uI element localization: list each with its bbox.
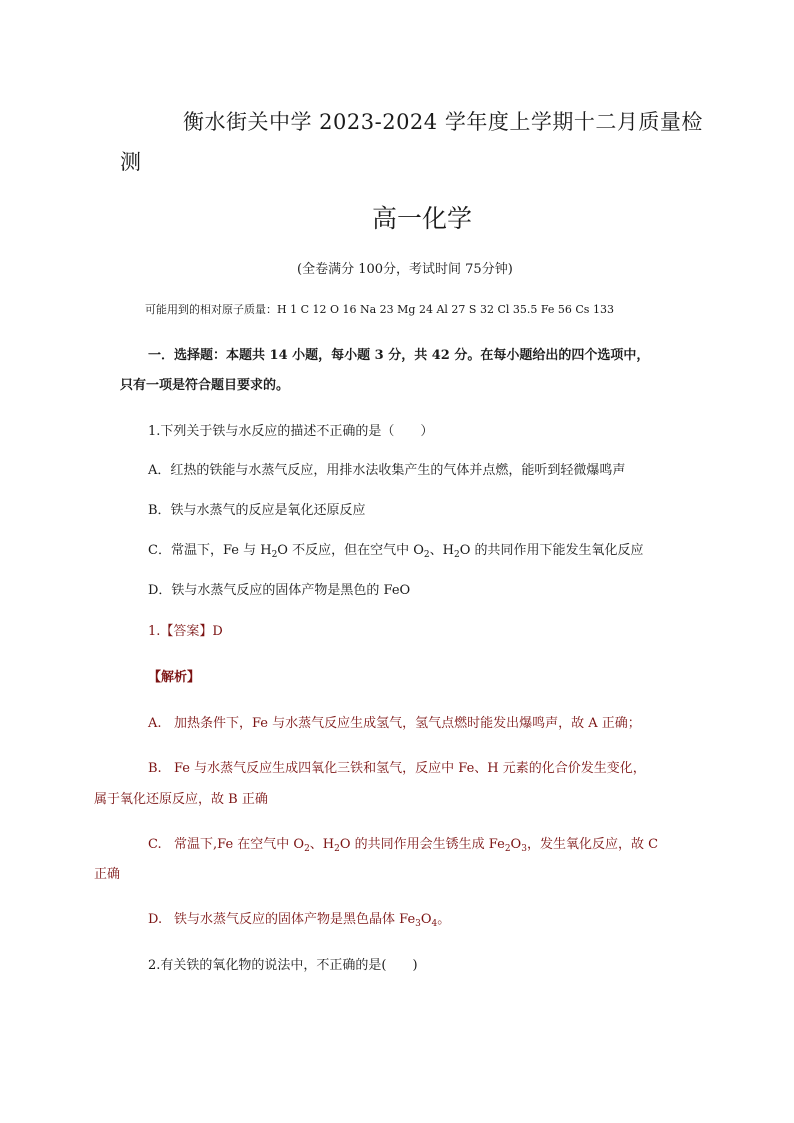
analysis-label: 【解析】 xyxy=(148,670,201,685)
section-heading-line1: 一．选择题：本题共 14 小题，每小题 3 分，共 42 分。在每小题给出的四个选项中， xyxy=(148,348,650,363)
atomic-masses: 可能用到的相对原子质量：H 1 C 12 O 16 Na 23 Mg 24 Al 27 S 32 Cl 35.5 Fe 56 Cs 133 xyxy=(145,303,614,316)
exam-title-line2: 测 xyxy=(120,150,142,174)
analysis-c-line1: C. 常温下,Fe 在空气中 $O_2$、$H_2O$ 的共同作用会生锈生成 $Fe_2O_3$，发生氧化反应，故 C xyxy=(148,837,659,854)
analysis-c-line2: 正确 xyxy=(94,867,121,882)
subject-title: 高一化学 xyxy=(372,204,473,233)
question-1-option-b: B．铁与水蒸气的反应是氧化还原反应 xyxy=(148,503,366,518)
analysis-d: D. 铁与水蒸气反应的固体产物是黑色晶体 $Fe_3O_4$。 xyxy=(148,912,451,929)
question-1-option-c: C．常温下，Fe 与 $H_2O$ 不反应，但在空气中 $O_2$、$H_2O$ 的共同作用下能发生氧化反应 xyxy=(148,543,644,560)
question-2-stem: 2.有关铁的氧化物的说法中，不正确的是( ) xyxy=(148,958,418,973)
question-1-stem: 1.下列关于铁与水反应的描述不正确的是（ ） xyxy=(148,424,434,439)
section-heading-line2: 只有一项是符合题目要求的。 xyxy=(120,378,290,393)
analysis-b-line2: 属于氧化还原反应，故 B 正确 xyxy=(94,792,268,807)
exam-note: (全卷满分 100分，考试时间 75分钟) xyxy=(297,262,513,277)
question-1-answer: 1.【答案】D xyxy=(148,624,223,639)
exam-title-line1: 衡水街关中学 2023-2024 学年度上学期十二月质量检 xyxy=(183,110,703,134)
question-1-option-d: D．铁与水蒸气反应的固体产物是黑色的 FeO xyxy=(148,583,411,598)
analysis-a: A. 加热条件下，Fe 与水蒸气反应生成氢气，氢气点燃时能发出爆鸣声，故 A 正确； xyxy=(148,716,641,731)
question-1-option-a: A．红热的铁能与水蒸气反应，用排水法收集产生的气体并点燃，能听到轻微爆鸣声 xyxy=(148,463,626,478)
analysis-b-line1: B. Fe 与水蒸气反应生成四氧化三铁和氢气，反应中 Fe、H 元素的化合价发生变化， xyxy=(148,761,646,776)
